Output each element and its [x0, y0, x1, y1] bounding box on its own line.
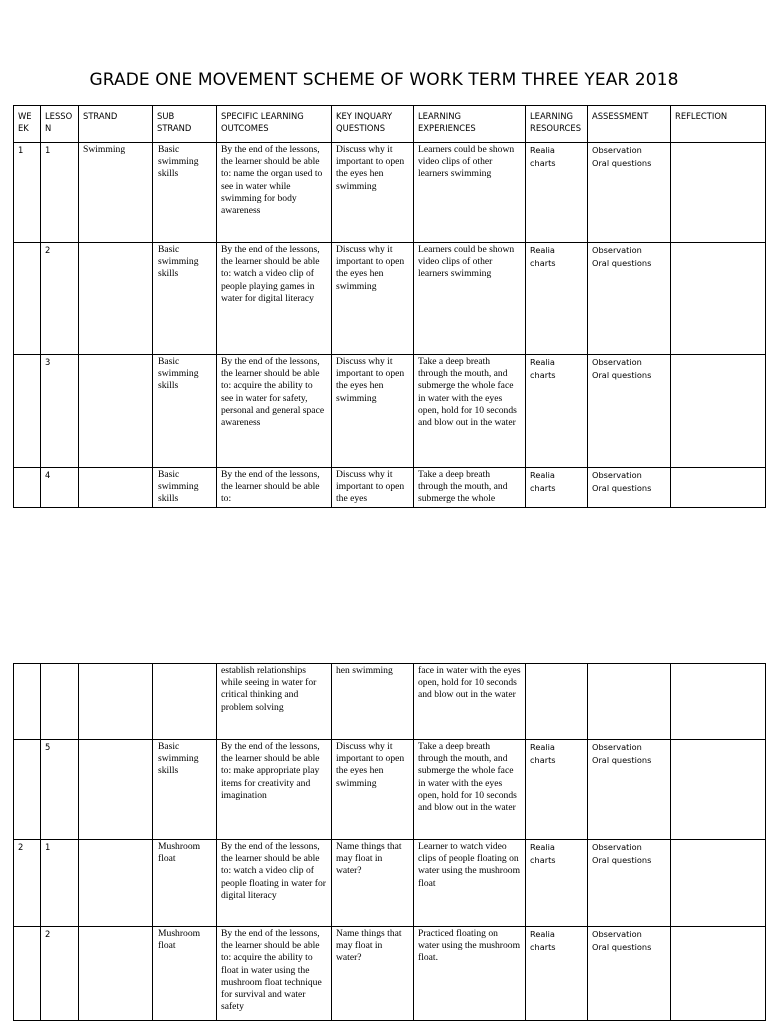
cell-line: Oral questions: [592, 157, 652, 168]
lesson-cell: 1: [41, 840, 79, 927]
assessment-cell: [588, 355, 671, 468]
table-row: [14, 740, 766, 840]
sub-strand-cell: Basic swimming skills: [153, 243, 217, 355]
learning-experiences-cell: face in water with the eyes open, hold for 10 seconds and blow out in the water: [414, 664, 526, 740]
strand-cell: Swimming: [79, 143, 153, 243]
cell-line: Realia: [530, 357, 555, 367]
lesson-cell: 3: [41, 355, 79, 468]
cell-line: charts: [530, 854, 556, 865]
key-questions-cell: hen swimming: [332, 664, 414, 740]
key-questions-cell: Name things that may float in water?: [332, 840, 414, 927]
week-cell: [14, 664, 41, 740]
learning-outcomes-cell: By the end of the lessons, the learner should be able to: name the organ used to see in water while swimming for body awareness: [217, 143, 332, 243]
cell-line: Realia: [530, 742, 555, 752]
learning-experiences-cell: Take a deep breath through the mouth, and submerge the whole: [414, 468, 526, 508]
cell-line: charts: [530, 157, 556, 168]
cell-line: Observation: [592, 357, 642, 367]
assessment-cell: [588, 143, 671, 243]
header-assessment: ASSESSMENT: [588, 106, 671, 143]
strand-cell: [79, 468, 153, 508]
lesson-cell: 5: [41, 740, 79, 840]
key-questions-cell: Name things that may float in water?: [332, 927, 414, 1021]
sub-strand-cell: [153, 664, 217, 740]
assessment-cell: [588, 927, 671, 1021]
cell-line: Realia: [530, 929, 555, 939]
week-cell: 1: [14, 143, 41, 243]
key-questions-cell: Discuss why it important to open the eyes: [332, 468, 414, 508]
header-strand: STRAND: [79, 106, 153, 143]
cell-line: Observation: [592, 245, 642, 255]
assessment-cell: [588, 840, 671, 927]
week-cell: [14, 243, 41, 355]
key-questions-cell: Discuss why it important to open the eyes hen swimming: [332, 243, 414, 355]
sub-strand-cell: Basic swimming skills: [153, 740, 217, 840]
learning-resources-cell: [526, 927, 588, 1021]
reflection-cell: [671, 355, 766, 468]
learning-outcomes-cell: By the end of the lessons, the learner should be able to:: [217, 468, 332, 508]
header-week: WE EK: [14, 106, 41, 143]
header-key-questions: KEY INQUARY QUESTIONS: [332, 106, 414, 143]
cell-line: Observation: [592, 470, 642, 480]
cell-line: Observation: [592, 742, 642, 752]
cell-line: Oral questions: [592, 941, 652, 952]
lesson-cell: 1: [41, 143, 79, 243]
header-learning-outcomes: SPECIFIC LEARNING OUTCOMES: [217, 106, 332, 143]
lesson-cell: 2: [41, 927, 79, 1021]
learning-outcomes-cell: By the end of the lessons, the learner should be able to: watch a video clip of people playing games in water for digital literacy: [217, 243, 332, 355]
learning-experiences-cell: Learners could be shown video clips of other learners swimming: [414, 243, 526, 355]
reflection-cell: [671, 243, 766, 355]
reflection-cell: [671, 840, 766, 927]
cell-line: Observation: [592, 929, 642, 939]
learning-outcomes-cell: By the end of the lessons, the learner should be able to: make appropriate play items for creativity and imagination: [217, 740, 332, 840]
table-row: [14, 355, 766, 468]
table-row: [14, 840, 766, 927]
learning-experiences-cell: Learner to watch video clips of people floating on water using the mushroom float: [414, 840, 526, 927]
header-lesson: LESSO N: [41, 106, 79, 143]
scheme-table-page-1: [13, 105, 766, 508]
week-cell: [14, 468, 41, 508]
learning-resources-cell: [526, 740, 588, 840]
lesson-cell: 4: [41, 468, 79, 508]
assessment-cell: [588, 468, 671, 508]
learning-experiences-cell: Take a deep breath through the mouth, and submerge the whole face in water with the eyes open, hold for 10 seconds and blow out in the water: [414, 355, 526, 468]
table-row: [14, 927, 766, 1021]
cell-line: Oral questions: [592, 257, 652, 268]
key-questions-cell: Discuss why it important to open the eyes hen swimming: [332, 355, 414, 468]
strand-cell: [79, 355, 153, 468]
learning-experiences-cell: Take a deep breath through the mouth, and submerge the whole face in water with the eyes open, hold for 10 seconds and blow out in the water: [414, 740, 526, 840]
reflection-cell: [671, 468, 766, 508]
table-row: [14, 468, 766, 508]
week-cell: 2: [14, 840, 41, 927]
sub-strand-cell: Basic swimming skills: [153, 355, 217, 468]
key-questions-cell: Discuss why it important to open the eyes hen swimming: [332, 740, 414, 840]
reflection-cell: [671, 740, 766, 840]
cell-line: charts: [530, 482, 556, 493]
cell-line: charts: [530, 257, 556, 268]
header-reflection: REFLECTION: [671, 106, 766, 143]
header-learning-experiences: LEARNING EXPERIENCES: [414, 106, 526, 143]
learning-outcomes-cell: establish relationships while seeing in water for critical thinking and problem solving: [217, 664, 332, 740]
lesson-cell: [41, 664, 79, 740]
learning-resources-cell: [526, 468, 588, 508]
cell-line: charts: [530, 369, 556, 380]
sub-strand-cell: Basic swimming skills: [153, 143, 217, 243]
reflection-cell: [671, 927, 766, 1021]
strand-cell: [79, 927, 153, 1021]
cell-line: Oral questions: [592, 854, 652, 865]
learning-experiences-cell: Practiced floating on water using the mushroom float.: [414, 927, 526, 1021]
strand-cell: [79, 740, 153, 840]
strand-cell: [79, 840, 153, 927]
cell-line: Realia: [530, 145, 555, 155]
cell-line: Oral questions: [592, 369, 652, 380]
week-cell: [14, 355, 41, 468]
cell-line: charts: [530, 941, 556, 952]
document-title: GRADE ONE MOVEMENT SCHEME OF WORK TERM THREE YEAR 2018: [89, 70, 679, 90]
cell-line: Observation: [592, 842, 642, 852]
reflection-cell: [671, 143, 766, 243]
cell-line: Realia: [530, 842, 555, 852]
cell-line: charts: [530, 754, 556, 765]
learning-outcomes-cell: By the end of the lessons, the learner should be able to: acquire the ability to see in water for safety, personal and general space awareness: [217, 355, 332, 468]
cell-line: Oral questions: [592, 754, 652, 765]
cell-line: Observation: [592, 145, 642, 155]
header-sub-strand: SUB STRAND: [153, 106, 217, 143]
sub-strand-cell: Mushroom float: [153, 927, 217, 1021]
cell-line: Realia: [530, 470, 555, 480]
strand-cell: [79, 243, 153, 355]
learning-resources-cell: [526, 664, 588, 740]
lesson-cell: 2: [41, 243, 79, 355]
learning-resources-cell: [526, 840, 588, 927]
cell-line: Realia: [530, 245, 555, 255]
learning-experiences-cell: Learners could be shown video clips of other learners swimming: [414, 143, 526, 243]
key-questions-cell: Discuss why it important to open the eyes hen swimming: [332, 143, 414, 243]
header-learning-resources: LEARNING RESOURCES: [526, 106, 588, 143]
sub-strand-cell: Basic swimming skills: [153, 468, 217, 508]
assessment-cell: [588, 664, 671, 740]
table-row: [14, 243, 766, 355]
learning-outcomes-cell: By the end of the lessons, the learner should be able to: acquire the ability to float in water using the mushroom float technique for survival and water safety: [217, 927, 332, 1021]
reflection-cell: [671, 664, 766, 740]
table-header-row: [14, 106, 766, 143]
learning-resources-cell: [526, 143, 588, 243]
table-row: [14, 143, 766, 243]
week-cell: [14, 927, 41, 1021]
cell-line: Oral questions: [592, 482, 652, 493]
assessment-cell: [588, 740, 671, 840]
table-row: [14, 664, 766, 740]
strand-cell: [79, 664, 153, 740]
assessment-cell: [588, 243, 671, 355]
learning-outcomes-cell: By the end of the lessons, the learner should be able to: watch a video clip of people floating in water for digital literacy: [217, 840, 332, 927]
week-cell: [14, 740, 41, 840]
learning-resources-cell: [526, 243, 588, 355]
sub-strand-cell: Mushroom float: [153, 840, 217, 927]
scheme-table-page-2: [13, 663, 766, 1021]
learning-resources-cell: [526, 355, 588, 468]
